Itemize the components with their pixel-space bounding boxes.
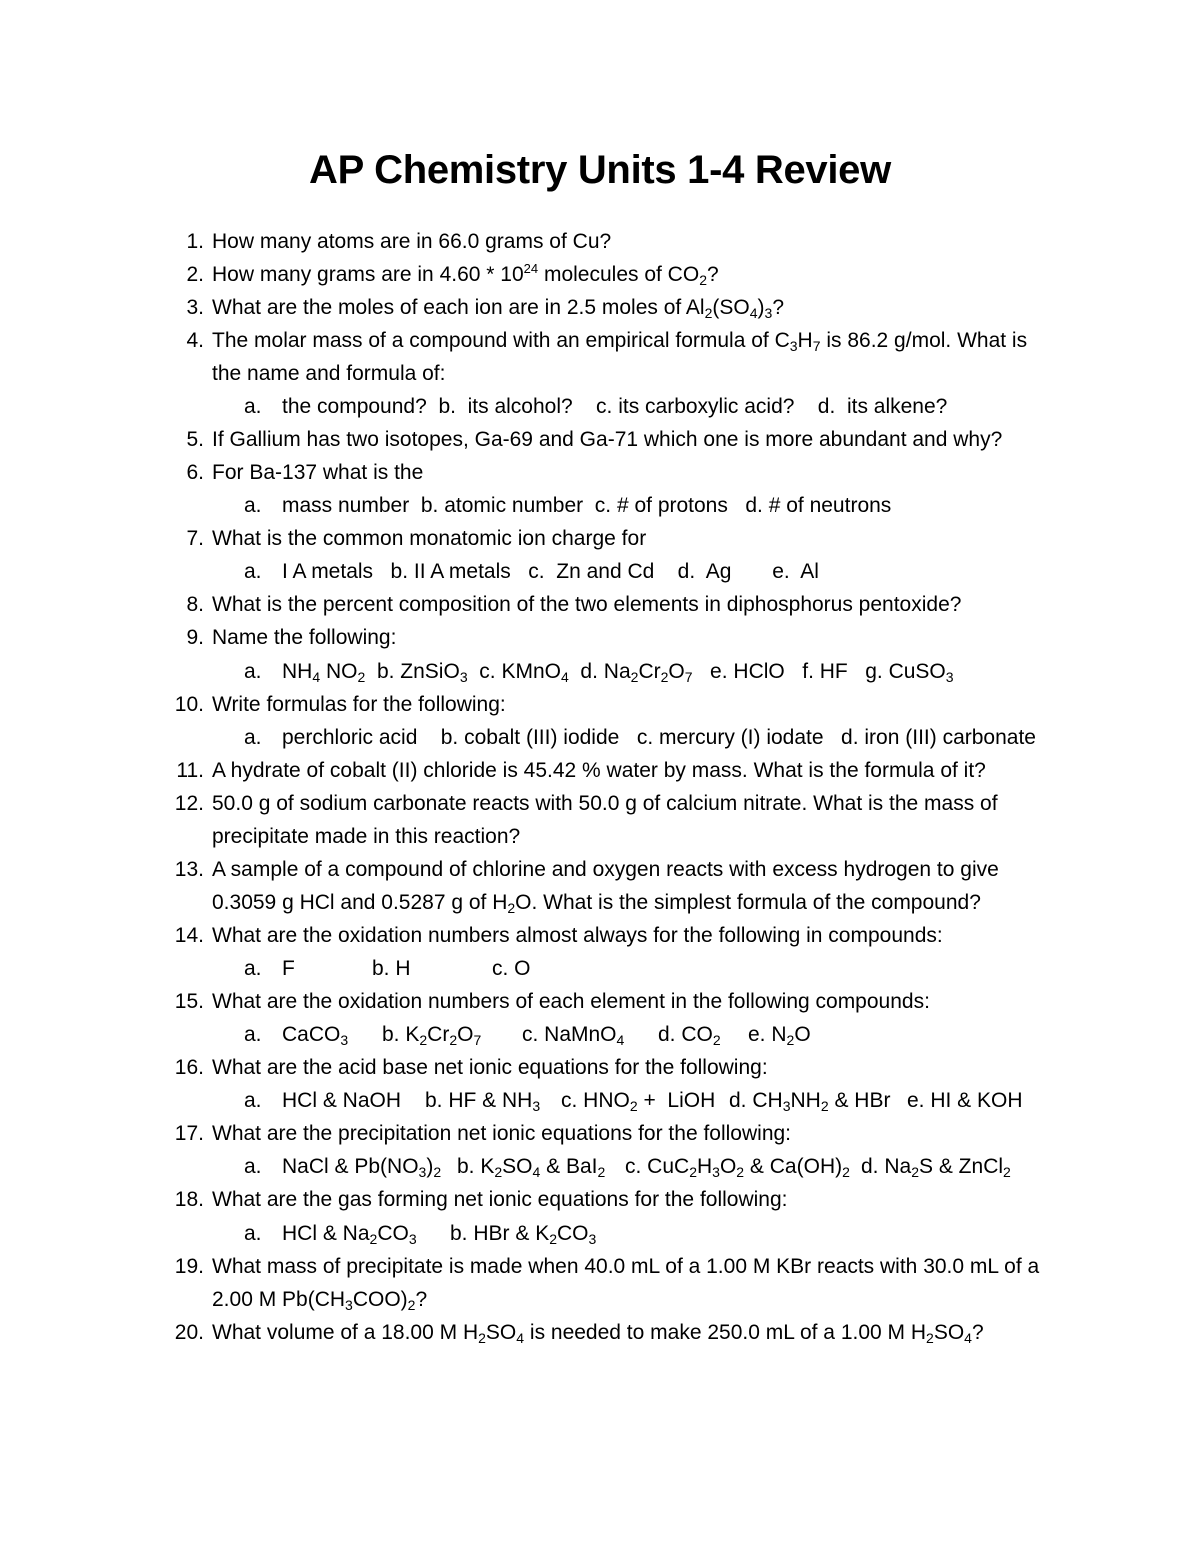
question-number: 17. (174, 1122, 204, 1145)
question-number: 1. (186, 230, 204, 253)
question-number: 10. (174, 693, 204, 716)
question-number: 3. (186, 296, 204, 319)
question-text: How many grams are in $4.60 * 10^{24}$ molecules of $CO_2$? (212, 261, 719, 288)
question-text: What are the oxidation numbers almost always for the following in compounds: (212, 924, 943, 947)
question-number: 9. (186, 626, 204, 649)
worksheet-page: AP Chemistry Units 1-4 Review 1. How many atoms are in 66.0 grams of Cu? 2. How many grams are in $4.60 * 10^{24}$ molecules of $CO_2$? 3. What are the moles of each ion are in 2.5 moles of $Al_2(SO_4)_3$? 4. The molar mass of a compound with an empirical formula of $C_3H_7$ is 86.2 g/mol. What is the name and formula of: a. the compound? b. its alcohol? c. its carboxylic acid? d. its alkene? 5. If Gallium has two isotopes, Ga-69 and Ga-71 which one is more abundant and why? 6. For Ba-137 what is the a. mass number b. atomic number c. # of protons d. # of neutrons 7. What is the common monatomic ion charge for a. I A metals b. II A metals c. Zn and Cd d. Ag e. Al 8. What is the percent composition of the two elements in diphosphorus pentoxide? 9. Name the following: a. $NH_4$ $NO_2$ b. ZnSiO$_3$ c. KMnO$_4$ d. $Na_2Cr_2O_7$ e. HClO f. HF g. CuSO$_3$ 10. Write formulas for the following: a. perchloric acid b. cobalt (III) iodide c. mercury (I) iodate d. iron (III) carbonate 11. A hydrate of cobalt (II) chloride is 45.42 % water by mass. What is the formula of it? 12. 50.0 g of sodium carbonate reacts with 50.0 g of calcium nitrate. What is the mass of precipitate made in this reaction? 13. A sample of a compound of chlorine and oxygen reacts with excess hydrogen to give 0.3059 g HCl and 0.5287 g of $H_2O$. What is the simplest formula of the compound? 14. What are the oxidation numbers almost always for the following in compounds: a. F b. H c. O 15. What are the oxidation numbers of each element in the following compounds: a. CaCO$_3$ b. $K_2Cr_2O_7$ c. NaMnO$_4$ d. $CO_2$ e. $N_2O$ 16. What are the acid base net ionic equations for the following: a. HCl & NaOH b. HF & $NH_3$ c. $HNO_2$ + LiOH d. $CH_3NH_2$ & HBr e. HI & KOH 17. What are the precipitation net ionic equations for the following: a. NaCl & $Pb(NO_3)_2$ b. $K_2SO_4$ & BaI$_2$ c. $CuC_2H_3O_2$ & $Ca(OH)_2$ d. $Na_2S$ & ZnCl$_2$ 18. What are the gas forming net ionic equations for the following: a. HCl & $Na_2CO_3$ b. HBr & $K_2CO_3$ 19. What mass of precipitate is made when 40.0 mL of a 1.00 M KBr reacts with 30.0 mL of a 2.00 M $Pb(CH_3COO)_2$? 20. What volume of a 18.00 M $H_2SO_4$ is needed to make 250.0 mL of a 1.00 M $H_2SO_4$? (0, 0, 1200, 1553)
question-number: 6. (186, 461, 204, 484)
question-number: 12. (174, 792, 204, 815)
question-text: What are the moles of each ion are in 2.5 moles of $Al_2(SO_4)_3$? (212, 296, 785, 321)
question-number: 18. (174, 1188, 204, 1211)
question-text: What is the percent composition of the two elements in diphosphorus pentoxide? (212, 593, 962, 616)
question-text: What volume of a 18.00 M $H_2SO_4$ is needed to make 250.0 mL of a 1.00 M $H_2SO_4$? (212, 1321, 984, 1346)
question-number: 7. (186, 527, 204, 550)
question-text: What are the oxidation numbers of each element in the following compounds: (212, 990, 930, 1013)
question-text: If Gallium has two isotopes, Ga-69 and Ga-71 which one is more abundant and why? (212, 428, 1003, 451)
question-number: 4. (186, 329, 204, 352)
question-text: What are the precipitation net ionic equations for the following: (212, 1122, 792, 1145)
question-number: 16. (174, 1056, 204, 1079)
question-number: 8. (186, 593, 204, 616)
question-text: How many atoms are in 66.0 grams of Cu? (212, 230, 612, 253)
question-text: What is the common monatomic ion charge for (212, 527, 647, 550)
question-text: Write formulas for the following: (212, 693, 506, 716)
question-number: 13. (174, 858, 204, 881)
question-number: 20. (174, 1321, 204, 1344)
question-text: A sample of a compound of chlorine and oxygen reacts with excess hydrogen to give (212, 858, 999, 881)
question-text: A hydrate of cobalt (II) chloride is 45.42 % water by mass. What is the formula of it? (212, 759, 986, 782)
question-number: 11. (176, 759, 204, 782)
question-number: 5. (186, 428, 204, 451)
question-number: 2. (186, 263, 204, 286)
question-text: Name the following: (212, 626, 397, 649)
question-text: What are the acid base net ionic equations for the following: (212, 1056, 768, 1079)
question-text: The molar mass of a compound with an empirical formula of $C_3H_7$ is 86.2 g/mol. What is (212, 329, 1028, 354)
question-number: 15. (174, 990, 204, 1013)
question-number: 19. (174, 1255, 204, 1278)
question-text: For Ba-137 what is the (212, 461, 424, 484)
question-number: 14. (174, 924, 204, 947)
question-text: What mass of precipitate is made when 40.0 mL of a 1.00 M KBr reacts with 30.0 mL of a (212, 1255, 1040, 1278)
question-text: 50.0 g of sodium carbonate reacts with 50.0 g of calcium nitrate. What is the mass of (212, 792, 998, 815)
page-title: AP Chemistry Units 1-4 Review (309, 148, 891, 192)
question-text: What are the gas forming net ionic equations for the following: (212, 1188, 788, 1211)
